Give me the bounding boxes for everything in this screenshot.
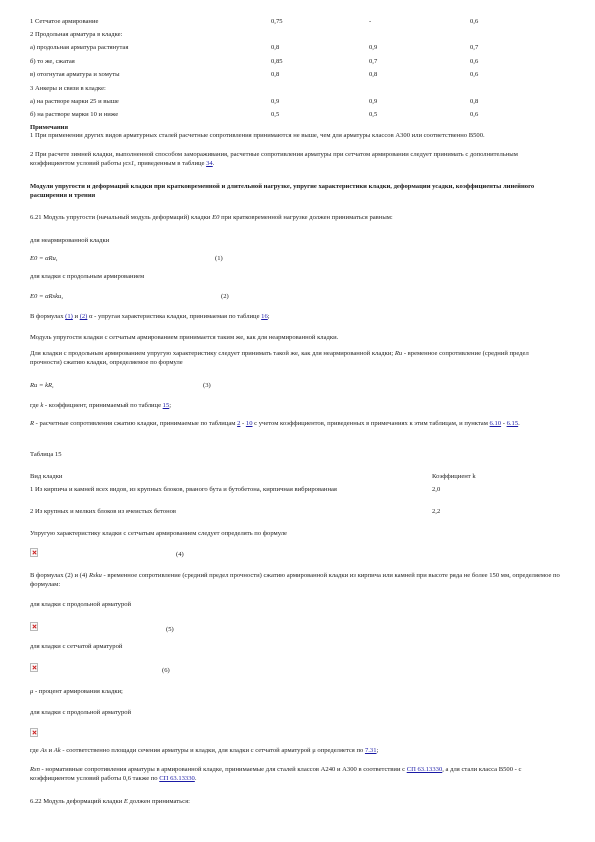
table-cell: 0,8 — [369, 71, 378, 78]
broken-image-icon — [30, 548, 38, 557]
long-rebar-label: для кладки с продольной арматурой — [30, 601, 132, 608]
section-heading: Модули упругости и деформаций кладки при кратковременной и длительной нагрузке, упругие характеристики кладки, деформации усадки, коэффициенты линейного расширения и трения — [30, 183, 535, 199]
table-15-header-kind: Вид кладки — [30, 473, 63, 480]
table-row-label: а) на растворе марки 25 и выше — [30, 98, 119, 105]
item-6-15-link[interactable]: 6.15 — [506, 420, 519, 427]
paragraph-k: где k - коэффициент, принимаемый по таблице 15; — [30, 402, 172, 409]
formula-1: E0 = αRu, — [30, 255, 58, 262]
table-cell: - — [369, 18, 372, 25]
table-row-label: 3 Анкеры и связи в кладке: — [30, 85, 106, 92]
item-6-10-link[interactable]: 6.10 — [489, 420, 502, 427]
sp-63-link-2[interactable]: СП 63.13330 — [159, 774, 195, 782]
table-15-row-2-coef: 2,2 — [432, 508, 441, 515]
table-cell: 0,8 — [271, 71, 280, 78]
table-cell: 0,75 — [271, 18, 283, 25]
mu-line: μ - процент армирования кладки; — [30, 688, 123, 695]
formula-4-number: (4) — [176, 551, 184, 558]
note-2-text: 2 При расчете зимней кладки, выполненной способом замораживания, расчетные сопротивления арматуры при сетчатом армировании следует принимать с дополнительным коэффициентом условий работы — [30, 151, 518, 167]
paragraph-6-22: 6.22 Модуль деформаций кладки E должен приниматься: — [30, 798, 190, 805]
formula-2-link[interactable]: (2) — [79, 313, 88, 320]
table-15-row-2-kind: 2 Из крупных и мелких блоков из ячеистых бетонов — [30, 508, 177, 515]
paragraph-rsku: В формулах (2) и (4) Rsku - временное сопротивление (средний предел прочности) сжатию армированной кладки из кирпича или камней при высоте ряда не более 150 мм, определяемое по формулам: — [30, 572, 560, 588]
note-2: 2 При расчете зимней кладки, выполненной способом замораживания, расчетные сопротивления арматуры при сетчатом армировании следует принимать с дополнительным коэффициентом условий работы γcs1, приведенным в таблице 34. — [30, 151, 518, 167]
table-15-row-1-kind: 1 Из кирпича и камней всех видов, из крупных блоков, рваного бута и бутобетона, кирпичная вибрированная — [30, 486, 337, 493]
formula-3: Ru = kR, — [30, 382, 54, 389]
unreinforced-label: для неармированной кладки — [30, 237, 110, 244]
table-cell: 0,9 — [271, 98, 280, 105]
table-2-link[interactable]: 2 — [237, 420, 241, 427]
formula-6-number: (6) — [162, 667, 170, 674]
table-row-label: б) то же, сжатая — [30, 58, 75, 65]
item-7-31-link[interactable]: 7.31 — [364, 747, 377, 754]
paragraph-r: R - расчетные сопротивления сжатию кладки, принимаемые по таблицам 2 - 10 с учетом коэффициентов, приведенных в примечаниях к этим таблицам, и пунктам 6.10 - 6.15. — [30, 420, 520, 427]
table-10-link[interactable]: 10 — [245, 420, 253, 427]
paragraph-long-elastic: Для кладки с продольным армированием упругую характеристику следует принимать такой же, как для неармированной кладки; Ru - временное сопротивление (средний предел прочности) сжатию кладки, определяемое по формуле — [30, 350, 529, 366]
table-cell: 0,8 — [470, 98, 479, 105]
sp-63-link-1[interactable]: СП 63.13330 — [406, 766, 443, 773]
table-cell: 0,85 — [271, 58, 283, 65]
formula-3-number: (3) — [203, 382, 211, 389]
broken-image-icon — [30, 622, 38, 631]
table-cell: 0,6 — [470, 58, 479, 65]
notes-title: Примечания — [30, 124, 69, 131]
table-row-label: в) отогнутая арматура и хомуты — [30, 71, 120, 78]
table-15-caption: Таблица 15 — [30, 451, 62, 458]
table-cell: 0,5 — [271, 111, 280, 118]
table-cell: 0,9 — [369, 44, 378, 51]
table-cell: 0,8 — [271, 44, 280, 51]
table-cell: 0,6 — [470, 71, 479, 78]
formula-2: E0 = αRsku, — [30, 293, 63, 300]
longitudinal-label: для кладки с продольным армированием — [30, 273, 145, 280]
table-16-link[interactable]: 16 — [261, 313, 268, 320]
table-cell: 0,6 — [470, 111, 479, 118]
e0-var: E0 — [212, 214, 220, 221]
paragraph-mesh-modulus: Модуль упругости кладки с сетчатым армированием принимается таким же, как для неармированной кладки. — [30, 334, 339, 341]
table-row-label: б) на растворе марки 10 и ниже — [30, 111, 119, 118]
table-cell: 0,7 — [369, 58, 378, 65]
note-2-mid: , приведенным в таблице — [134, 159, 205, 167]
table-row-label: а) продольная арматура растянутая — [30, 44, 129, 51]
table-34-link[interactable]: 34 — [206, 159, 213, 167]
table-row-label: 1 Сетчатое армирование — [30, 18, 99, 25]
paragraph-formulas-alpha: В формулах (1) и (2) α - упругая характеристика кладки, принимаемая по таблице 16; — [30, 313, 270, 320]
mesh-rebar-label: для кладки с сетчатой арматурой — [30, 643, 123, 650]
formula-1-link[interactable]: (1) — [65, 313, 73, 320]
long-rebar-label-2: для кладки с продольной арматурой — [30, 709, 132, 716]
paragraph-as-ak: где As и Ak - соответственно площади сечения арматуры и кладки, для кладки с сетчатой арматурой μ определяется по 7.31; — [30, 747, 379, 754]
paragraph-6-21: 6.21 Модуль упругости (начальный модуль деформаций) кладки E0 при кратковременной нагрузке должен приниматься равным: — [30, 214, 393, 221]
paragraph-rsn: Rsn - нормативные сопротивления арматуры в армированной кладке, принимаемые для сталей классов А240 и А300 в соответствии с СП 63.13330, а для стали класса В500 - с коэффициентом условий работы 0,6 также по СП 63.13330. — [30, 766, 522, 782]
broken-image-icon — [30, 728, 38, 737]
table-cell: 0,5 — [369, 111, 378, 118]
table-15-link[interactable]: 15 — [162, 402, 170, 409]
table-cell: 0,9 — [369, 98, 378, 105]
broken-image-icon — [30, 663, 38, 672]
table-row-label: 2 Продольная арматура в кладке: — [30, 31, 123, 38]
paragraph-mesh-elastic: Упругую характеристику кладки с сетчатым армированием следует определять по формуле — [30, 530, 287, 537]
table-cell: 0,6 — [470, 18, 479, 25]
formula-5-number: (5) — [166, 626, 174, 633]
formula-2-number: (2) — [221, 293, 229, 300]
note-1: 1 При применении других видов арматурных сталей расчетные сопротивления принимаются не выше, чем для арматуры классов А300 или соответственно В500. — [30, 132, 485, 139]
formula-1-number: (1) — [215, 255, 223, 262]
note-2-coefficient: γcs1 — [122, 159, 135, 167]
table-15-row-1-coef: 2,0 — [432, 486, 441, 493]
table-15-header-coef: Коэффициент k — [432, 473, 476, 480]
table-cell: 0,7 — [470, 44, 479, 51]
